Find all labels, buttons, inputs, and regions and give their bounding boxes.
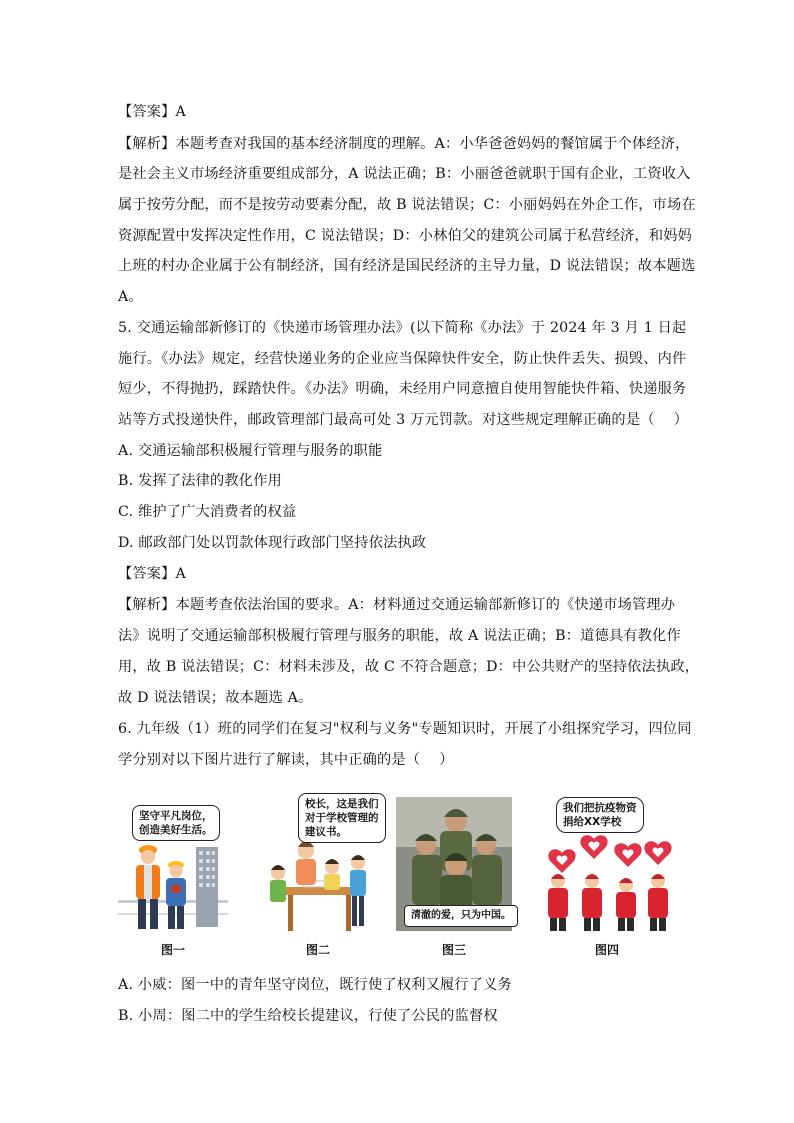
question-6-option-b: B. 小周：图二中的学生给校长提建议，行使了公民的监督权 bbox=[118, 1008, 498, 1024]
figure-1-speech-bubble: 坚守平凡岗位， 创造美好生活。 bbox=[132, 805, 220, 841]
analysis-line: A。 bbox=[118, 289, 143, 305]
question-6-option-a: A. 小威：图一中的青年坚守岗位，既行使了权利又履行了义务 bbox=[118, 977, 512, 993]
figure-4 bbox=[536, 795, 678, 957]
figure-4-caption: 图四 bbox=[594, 943, 619, 957]
analysis-line: 法》说明了交通运输部积极履行管理与服务的职能，故 A 说法正确；B：道德具有教化作 bbox=[118, 628, 681, 644]
answer-label-2: 【答案】A bbox=[118, 566, 186, 582]
option-d: D. 邮政部门处以罚款体现行政部门坚持依法执政 bbox=[118, 535, 427, 551]
figure-4-speech-bubble: 我们把抗疫物资 捐给XX学校 bbox=[556, 797, 644, 833]
analysis-line: 【解析】本题考查对我国的基本经济制度的理解。A：小华爸爸妈妈的餐馆属于个体经济， bbox=[118, 136, 690, 152]
analysis-line: 【解析】本题考查依法治国的要求。A：材料通过交通运输部新修订的《快递市场管理办 bbox=[118, 597, 676, 613]
figure-1-caption: 图一 bbox=[160, 943, 185, 957]
analysis-line: 属于按劳分配，而不是按劳动要素分配，故 B 说法错误；C：小丽妈妈在外企工作，市场在 bbox=[118, 197, 696, 213]
figure-2-caption: 图二 bbox=[305, 943, 330, 957]
question-6-stem: 学分别对以下图片进行了解读，其中正确的是（ ） bbox=[118, 752, 454, 768]
question-5-stem: 5. 交通运输部新修订的《快递市场管理办法》(以下简称《办法》于 2024 年 3 月 1 日起 bbox=[118, 320, 687, 336]
option-c: C. 维护了广大消费者的权益 bbox=[118, 504, 297, 520]
answer-label-1: 【答案】A bbox=[118, 104, 186, 120]
analysis-line: 用，故 B 说法错误；C：材料未涉及，故 C 不符合题意；D：中公共财产的坚持依法执政， bbox=[118, 659, 700, 675]
figure-3-caption: 图三 bbox=[441, 943, 466, 957]
analysis-line: 资源配置中发挥决定性作用，C 说法错误；D：小林伯父的建筑公司属于私营经济，和妈妈 bbox=[118, 228, 693, 244]
figure-2 bbox=[258, 795, 379, 957]
figure-1 bbox=[118, 795, 228, 957]
question-6-stem: 6. 九年级（1）班的同学们在复习"权利与义务"专题知识时，开展了小组探究学习，四位同 bbox=[118, 721, 692, 737]
question-5-stem: 站等方式投递快件，邮政管理部门最高可处 3 万元罚款。对这些规定理解正确的是（ ） bbox=[118, 412, 689, 428]
analysis-line: 故 D 说法错误；故本题选 A。 bbox=[118, 690, 313, 706]
figure-2-speech-bubble: 校长，这是我们 对于学校管理的 建议书。 bbox=[298, 793, 386, 843]
analysis-line: 是社会主义市场经济重要组成部分，A 说法正确；B：小丽爸爸就职于国有企业，工资收入 bbox=[118, 166, 691, 182]
question-6-figures bbox=[118, 795, 678, 960]
question-5-stem: 短少，不得抛扔，踩踏快件。《办法》明确，未经用户同意擅自使用智能快件箱、快递服务 bbox=[118, 381, 687, 397]
figure-3 bbox=[396, 795, 512, 957]
analysis-line: 上班的村办企业属于公有制经济，国有经济是国民经济的主导力量，D 说法错误；故本题选 bbox=[118, 258, 696, 274]
figure-3-caption-box: 清澈的爱，只为中国。 bbox=[404, 905, 518, 927]
option-b: B. 发挥了法律的教化作用 bbox=[118, 473, 282, 489]
option-a: A. 交通运输部积极履行管理与服务的职能 bbox=[118, 443, 383, 459]
question-5-stem: 施行。《办法》规定，经营快递业务的企业应当保障快件安全，防止快件丢失、损毁、内件 bbox=[118, 351, 687, 367]
